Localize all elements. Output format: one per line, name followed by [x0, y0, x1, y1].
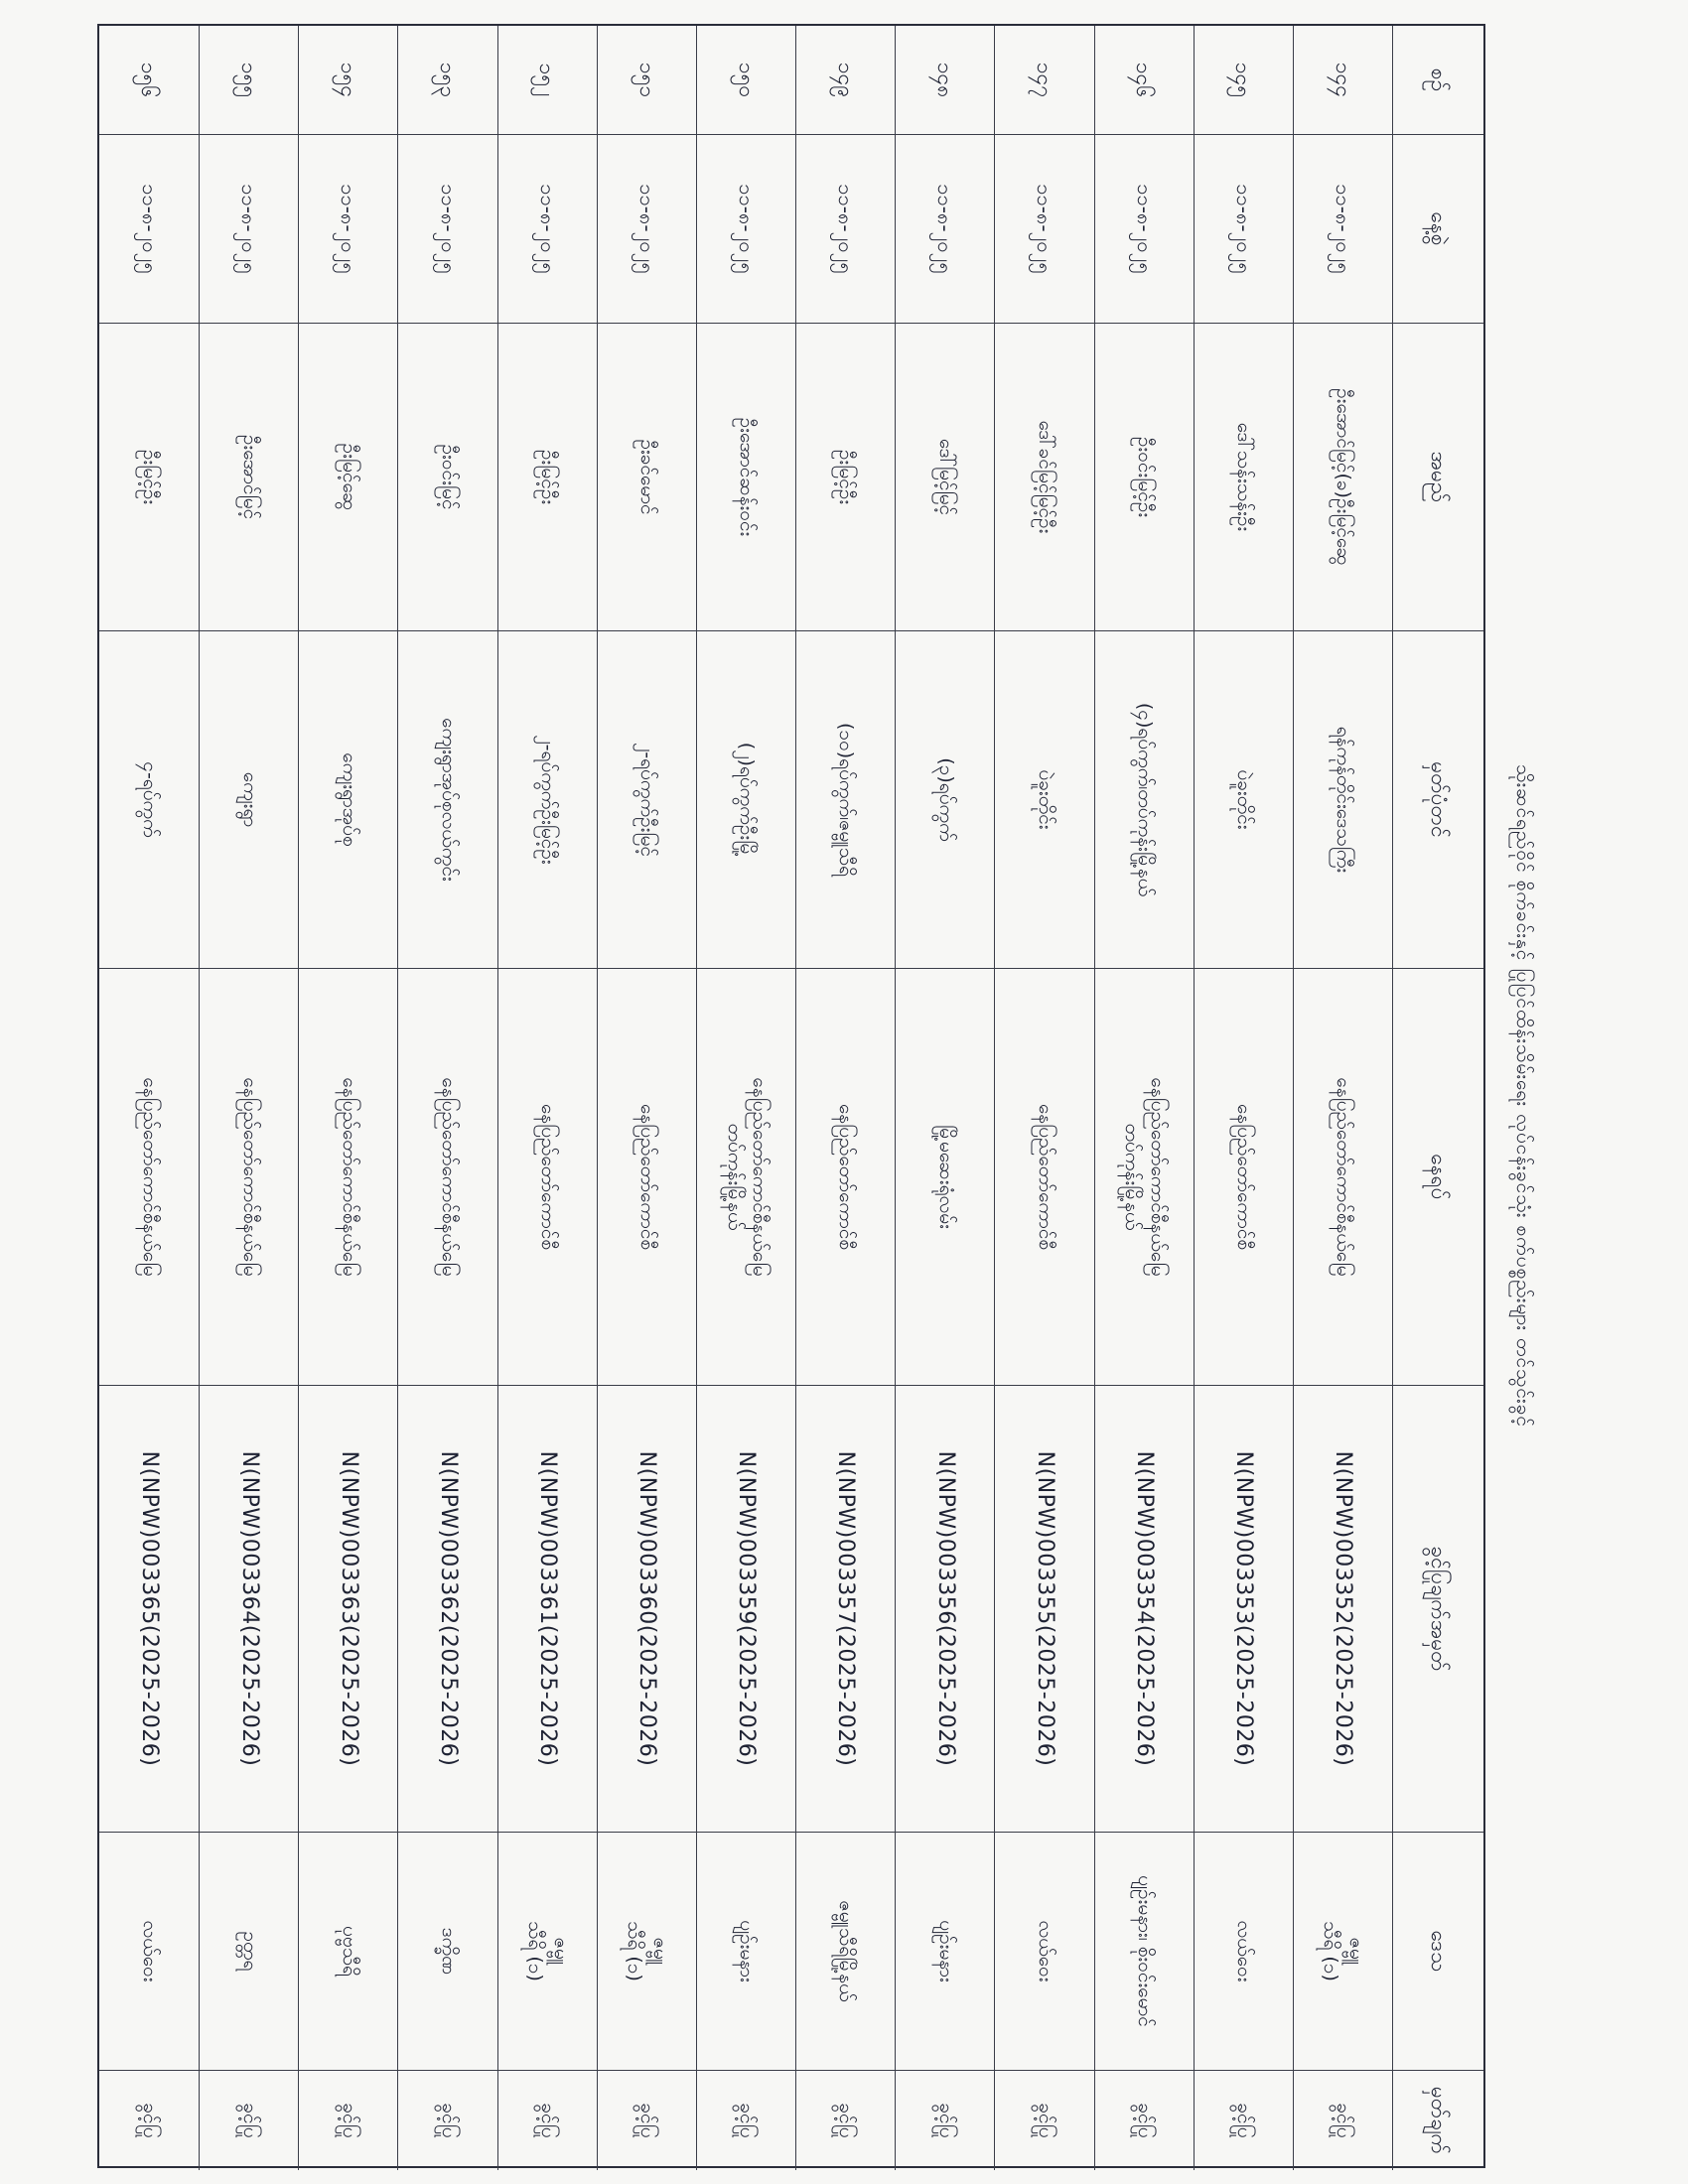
row-region: ဥတ္တရ: [199, 1833, 298, 2071]
row-date: ၁၁-၈-၂၀၂၅: [696, 135, 795, 324]
header-name: အမည်: [1392, 324, 1483, 631]
row-permit-number: N(NPW)003359(2025-2026): [696, 1386, 795, 1833]
row-number: ၁၄၈: [895, 26, 994, 135]
row-nrc: (၃)ရပ်ကွက်: [895, 631, 994, 969]
row-address: နေပြည်တော်ကောင်စီနယ်မြေ: [199, 969, 298, 1386]
row-address: နေပြည်တော်ကောင်စီ: [795, 969, 895, 1386]
row-nrc: ၄-ရပ်ကွက်: [99, 631, 199, 969]
header-date: နေ့စွဲ: [1392, 135, 1483, 324]
row-address: နေပြည်တော်ကောင်စီနယ်မြေ: [397, 969, 496, 1386]
row-date: ၁၁-၈-၂၀၂၅: [895, 135, 994, 324]
row-permit-number: N(NPW)003352(2025-2026): [1293, 1386, 1392, 1833]
row-remark: ခွင့်ပြု: [397, 2071, 496, 2170]
row-nrc: ကျေးရွာအုပ်စု: [298, 631, 397, 969]
row-number: ၁၅၄: [298, 26, 397, 135]
row-region: ပုဗ္ဗသီရိ: [298, 1833, 397, 2071]
row-permit-number: N(NPW)003354(2025-2026): [1094, 1386, 1194, 1833]
row-name: ဦးဝင်းမြင့်: [397, 324, 496, 631]
row-date: ၁၁-၈-၂၀၂၅: [1094, 135, 1194, 324]
row-region: လယ်ဝေး: [994, 1833, 1093, 2071]
row-remark: ခွင့်ပြု: [1194, 2071, 1293, 2170]
row-nrc: ၂-ရပ်ကွက်ဦးမြင့်: [597, 631, 696, 969]
row-remark: ခွင့်ပြု: [497, 2071, 597, 2170]
row-region: ပျဉ်းမနား: [895, 1833, 994, 2071]
document-caption: သိုးဆင်ရည်ဝိုင် စိုက်ခင်းနှင့် ပြုပြင်ထိန်းသိမ်းရေး လုပ်ငန်းခွင်သုံး စက်ပစ္စည်းများ တင်သွင်းခွင့်: [1512, 764, 1534, 1428]
row-number: ၁၄၇: [994, 26, 1093, 135]
row-region: ဇမ္ဗူသီရိမြို့နယ်: [795, 1833, 895, 2071]
row-name: ဒေါ်ခင်မြင့်မြင့်ဦး: [994, 324, 1093, 631]
row-address: နေပြည်တော်ကောင်စီနယ်မြေ: [1293, 969, 1392, 1386]
row-nrc: ကျေးရွာအုပ်စုလယ်ကွင်း: [397, 631, 496, 969]
row-region: ပျဉ်းမနား: [696, 1833, 795, 2071]
row-permit-number: N(NPW)003361(2025-2026): [497, 1386, 597, 1833]
row-name: ဒေါ်မြင့်မြင့်: [895, 324, 994, 631]
row-number: ၁၄၅: [1194, 26, 1293, 135]
row-name: ဦးမြင့်ဦး: [795, 324, 895, 631]
row-date: ၁၁-၈-၂၀၂၅: [298, 135, 397, 324]
row-remark: ခွင့်ပြု: [298, 2071, 397, 2170]
row-region: ဒက္ခိဏ: [397, 1833, 496, 2071]
permit-table: [97, 24, 1485, 2168]
row-address: နေပြည်တော်ကောင်စီ: [994, 969, 1093, 1386]
row-number: ၁၄၄: [1293, 26, 1392, 135]
row-number: ၁၅၃: [397, 26, 496, 135]
row-permit-number: N(NPW)003355(2025-2026): [994, 1386, 1093, 1833]
row-name: ဦးမြင့်ဆွေ: [298, 324, 397, 631]
row-region: လယ်ဝေး: [99, 1833, 199, 2071]
row-name: ဒေါ်သန်းသန်းဦး: [1194, 324, 1293, 631]
row-date: ၁၁-၈-၂၀၂၅: [99, 135, 199, 324]
row-nrc: (၁၀)ရပ်ကွက်၊ဇမ္ဗူသီရိ: [795, 631, 895, 969]
row-number: ၁၄၆: [1094, 26, 1194, 135]
header-permit: ခွင့်ပြုချက်အမှတ်: [1392, 1386, 1483, 1833]
row-date: ၁၁-၈-၂၀၂၅: [497, 135, 597, 324]
row-date: ၁၁-၈-၂၀၂၅: [397, 135, 496, 324]
row-remark: ခွင့်ပြု: [895, 2071, 994, 2170]
row-date: ၁၁-၈-၂၀၂၅: [1293, 135, 1392, 324]
row-nrc: ပဲခူးတိုင်း: [1194, 631, 1293, 969]
row-permit-number: N(NPW)003365(2025-2026): [99, 1386, 199, 1833]
rotated-sheet: [92, 14, 1537, 2178]
row-address: နေပြည်တော်ကောင်စီနယ်မြေ တပ်ကုန်းမြို့နယ်: [696, 969, 795, 1386]
row-number: ၁၅၀: [696, 26, 795, 135]
row-address: နေပြည်တော်ကောင်စီနယ်မြေ: [99, 969, 199, 1386]
row-address: နေပြည်တော်ကောင်စီ: [497, 969, 597, 1386]
row-name: ဦးခင်မောင်: [597, 324, 696, 631]
row-nrc: ၂-ရပ်ကွက်ဦးမြင့်ဦး: [497, 631, 597, 969]
row-region: လယ်ဝေး: [1194, 1833, 1293, 2071]
row-name: ဦးအောင်မြင့်(ခ)ဦးမြင့်ဆွေ: [1293, 324, 1392, 631]
row-nrc: (၂)ရပ်ကွက်ဦးမြို့: [696, 631, 795, 969]
row-address: နေပြည်တော်ကောင်စီ: [1194, 969, 1293, 1386]
row-region: ဇမ္ဗူ သီရိ (၁): [597, 1833, 696, 2071]
row-name: ဦးဝင်းမြင့်ဦး: [1094, 324, 1194, 631]
row-name: ဦးအောင်ဆန်းဝင်း: [696, 324, 795, 631]
row-name: ဦးမြင့်ဦး: [497, 324, 597, 631]
row-permit-number: N(NPW)003353(2025-2026): [1194, 1386, 1293, 1833]
header-address: နေရပ်: [1392, 969, 1483, 1386]
row-remark: ခွင့်ပြု: [795, 2071, 895, 2170]
row-remark: ခွင့်ပြု: [1293, 2071, 1392, 2170]
row-permit-number: N(NPW)003364(2025-2026): [199, 1386, 298, 1833]
row-date: ၁၁-၈-၂၀၂၅: [1194, 135, 1293, 324]
row-address: မြို့မဆေးရုံလမ်း: [895, 969, 994, 1386]
row-permit-number: N(NPW)003357(2025-2026): [795, 1386, 895, 1833]
row-number: ၁၅၂: [497, 26, 597, 135]
row-address: နေပြည်တော်ကောင်စီနယ်မြေ တပ်ကုန်းမြို့နယ်: [1094, 969, 1194, 1386]
header-nrc: မှတ်ပုံတင်: [1392, 631, 1483, 969]
row-remark: ခွင့်ပြု: [696, 2071, 795, 2170]
row-number: ၁၄၉: [795, 26, 895, 135]
row-name: ဦးမြင့်ဦး: [99, 324, 199, 631]
row-address: နေပြည်တော်ကောင်စီ: [597, 969, 696, 1386]
row-address: နေပြည်တော်ကောင်စီနယ်မြေ: [298, 969, 397, 1386]
row-nrc: ပဲခူးတိုင်း: [994, 631, 1093, 969]
row-nrc: ကျေးရွာ: [199, 631, 298, 969]
row-number: ၁၅၅: [199, 26, 298, 135]
row-remark: ခွင့်ပြု: [1094, 2071, 1194, 2170]
row-remark: ခွင့်ပြု: [994, 2071, 1093, 2170]
row-date: ၁၁-၈-၂၀၂၅: [795, 135, 895, 324]
row-region: ဇမ္ဗူ သီရိ (၁): [497, 1833, 597, 2071]
row-permit-number: N(NPW)003360(2025-2026): [597, 1386, 696, 1833]
row-region: ဇမ္ဗူ သီရိ (၁): [1293, 1833, 1392, 2071]
row-remark: ခွင့်ပြု: [597, 2071, 696, 2170]
row-date: ၁၁-၈-၂၀၂၅: [994, 135, 1093, 324]
row-permit-number: N(NPW)003363(2025-2026): [298, 1386, 397, 1833]
row-permit-number: N(NPW)003356(2025-2026): [895, 1386, 994, 1833]
row-nrc: (၄)ရပ်ကွက်၊တပ်ကုန်းမြို့နယ်: [1094, 631, 1194, 969]
header-remark: မှတ်ချက်: [1392, 2071, 1483, 2170]
row-number: ၁၅၁: [597, 26, 696, 135]
row-nrc: ရန်ကုန်တိုင်းဒေသကြီး: [1293, 631, 1392, 969]
row-date: ၁၁-၈-၂၀၂၅: [199, 135, 298, 324]
row-remark: ခွင့်ပြု: [199, 2071, 298, 2170]
row-date: ၁၁-၈-၂၀၂၅: [597, 135, 696, 324]
row-number: ၁၅၆: [99, 26, 199, 135]
row-region: ပျဉ်းမနား၊ စိုးဝင်းမောင်: [1094, 1833, 1194, 2071]
header-region: ဒေသ: [1392, 1833, 1483, 2071]
row-remark: ခွင့်ပြု: [138, 2103, 161, 2138]
header-no: စဉ်: [1392, 26, 1483, 135]
row-permit-number: N(NPW)003362(2025-2026): [397, 1386, 496, 1833]
row-name: ဦးအောင်မြင့်: [199, 324, 298, 631]
